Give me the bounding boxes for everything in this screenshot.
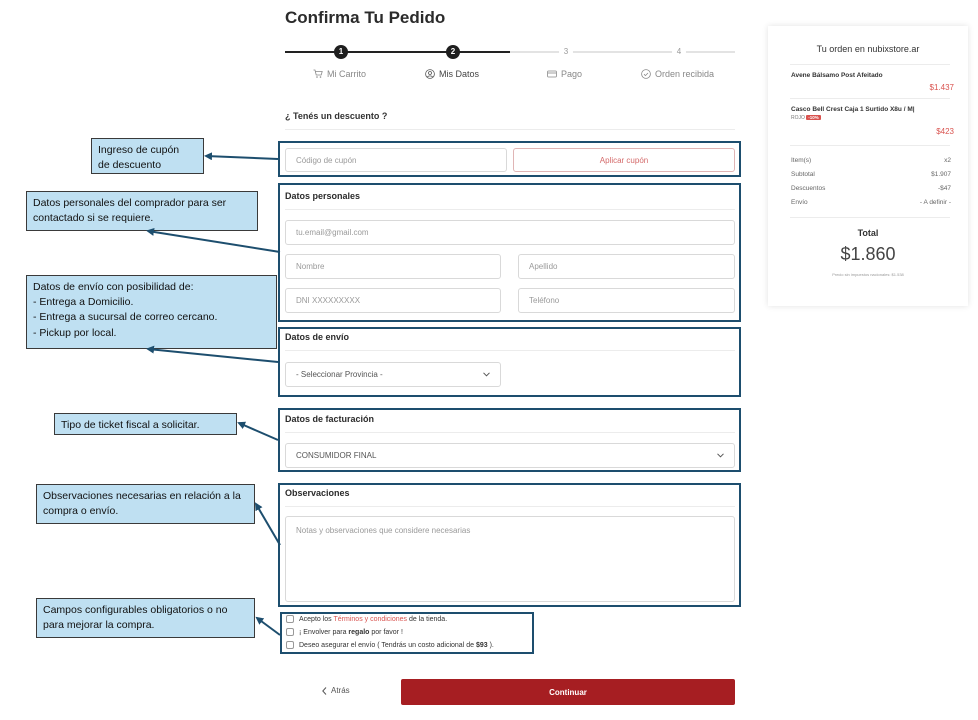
total-value: $1.860 [840, 244, 896, 264]
annotation-billing: Tipo de ticket fiscal a solicitar. [54, 413, 237, 435]
connector-shipping [148, 349, 278, 362]
summary-title: Tu orden en nubixstore.ar [816, 44, 920, 54]
annotation-coupon: Ingreso de cupón de descuento [91, 138, 204, 174]
discount-question: ¿ Tenés un descuento ? [285, 111, 388, 121]
annotation-fields: Campos configurables obligatorios o no para mejorar la compra. [36, 598, 255, 638]
notes-section-title: Observaciones [285, 488, 350, 498]
step-label-text: Mis Datos [439, 69, 480, 79]
back-label: Atrás [331, 686, 350, 695]
summary-row-shipping: Envío - A definir - [791, 199, 951, 206]
connector-fields [257, 618, 280, 635]
tax-note: Precio sin impuestos nacionales: $1.538 [832, 272, 904, 277]
annotation-notes: Observaciones necesarias en relación a la compra o envío. [36, 484, 255, 524]
lastname-field[interactable]: Apellido [518, 254, 735, 279]
step-label-text: Orden recibida [655, 69, 715, 79]
summary-row-subtotal: Subtotal $1.907 [791, 171, 951, 178]
summary-item-name: Avene Bálsamo Post Afeitado [791, 72, 883, 79]
summary-item-price: $423 [936, 127, 954, 136]
annotation-shipping: Datos de envío con posibilidad de: - Entrega a Domicilio. - Entrega a sucursal de correo cercano. - Pickup por local. [26, 275, 277, 349]
total-label: Total [857, 228, 879, 238]
billing-section-title: Datos de facturación [285, 414, 375, 424]
step-1-dot: 1 [334, 45, 348, 59]
step-label-text: Pago [561, 69, 583, 79]
province-select-value: - Seleccionar Provincia - [296, 370, 383, 379]
insure-text: Deseo asegurar el envío ( Tendrás un costo adicional de $93 ). [299, 641, 494, 649]
shipping-section-title: Datos de envío [285, 332, 350, 342]
dni-field[interactable]: DNI XXXXXXXXX [285, 288, 501, 313]
step-4-dot: 4 [672, 45, 686, 59]
step-label-text: Mi Carrito [327, 69, 367, 79]
connector-coupon [206, 156, 278, 159]
connector-billing [239, 423, 278, 440]
page-title: Confirma Tu Pedido [285, 8, 446, 27]
annotation-personal: Datos personales del comprador para ser contactado si se requiere. [26, 191, 258, 231]
step-2-dot: 2 [446, 45, 460, 59]
apply-coupon-button[interactable]: Aplicar cupón [513, 148, 735, 172]
summary-item-name: Casco Bell Crest Caja 1 Surtido X8u / M| [791, 106, 915, 113]
continue-button[interactable]: Continuar [401, 679, 735, 705]
summary-row-discounts: Descuentos -$47 [791, 185, 951, 192]
terms-text: Acepto los Términos y condiciones de la tienda. [299, 615, 448, 623]
step-3-dot: 3 [559, 45, 573, 59]
summary-item-price: $1.437 [929, 83, 954, 92]
phone-field[interactable]: Teléfono [518, 288, 735, 313]
personal-section-title: Datos personales [285, 191, 361, 201]
summary-item-variant: ROJO -10% [791, 115, 819, 121]
billing-type-value: CONSUMIDOR FINAL [296, 451, 377, 460]
connector-notes [256, 504, 280, 545]
coupon-input[interactable]: Código de cupón [285, 148, 507, 172]
summary-row-items: Item(s) x2 [791, 157, 951, 164]
connector-personal [148, 231, 280, 252]
discount-badge: -10% [808, 115, 819, 120]
email-field[interactable]: tu.email@gmail.com [285, 220, 735, 245]
name-field[interactable]: Nombre [285, 254, 501, 279]
terms-link[interactable]: Términos y condiciones [333, 615, 408, 623]
notes-textarea[interactable]: Notas y observaciones que considere necesarias [285, 516, 735, 602]
gift-text: ¡ Envolver para regalo por favor ! [299, 628, 403, 636]
